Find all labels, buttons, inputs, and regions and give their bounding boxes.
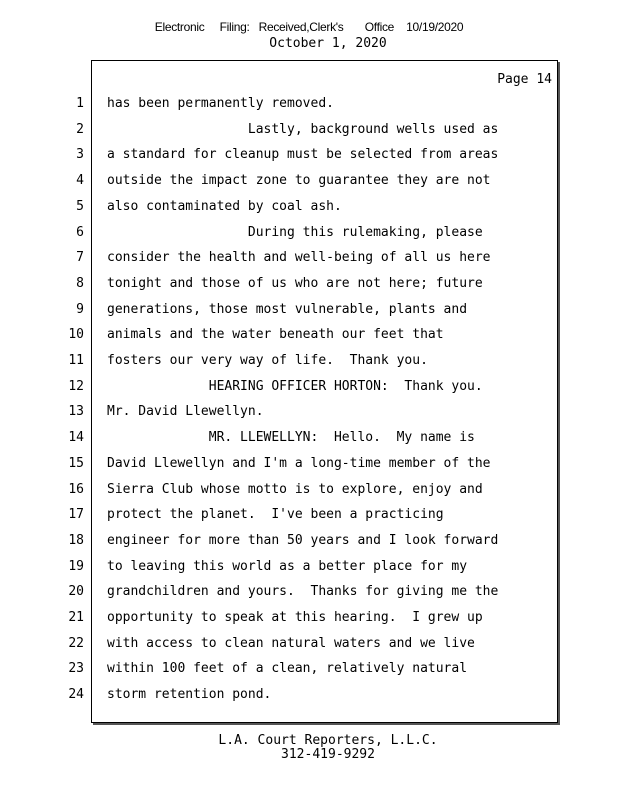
line-text: Lastly, background wells used as — [107, 121, 499, 137]
transcript-line — [0, 430, 560, 450]
line-number: 22 — [68, 635, 84, 651]
line-text: outside the impact zone to guarantee they are not — [107, 173, 491, 189]
transcript-line — [0, 559, 560, 579]
transcript-line — [0, 584, 560, 604]
line-number: 23 — [68, 661, 84, 677]
line-number: 20 — [68, 584, 84, 600]
line-text: David Llewellyn and I'm a long-time member of the — [107, 455, 491, 471]
transcript-line — [0, 276, 560, 296]
line-number: 9 — [76, 301, 84, 317]
transcript-line — [0, 327, 560, 347]
line-number: 11 — [68, 353, 84, 368]
line-number: 14 — [68, 430, 84, 446]
line-text: fosters our very way of life. Thank you. — [107, 353, 428, 368]
line-number: 6 — [76, 224, 84, 240]
line-number: 24 — [68, 687, 84, 703]
line-number: 21 — [68, 610, 84, 625]
line-text: to leaving this world as a better place for my — [107, 558, 468, 574]
transcript-line — [0, 147, 560, 167]
transcript-line — [0, 353, 560, 373]
line-text: HEARING OFFICER HORTON: Thank you. — [107, 378, 483, 394]
line-text: with access to clean natural waters and we live — [107, 635, 475, 651]
transcript-line — [0, 250, 560, 270]
line-text: Mr. David Llewellyn. — [107, 404, 264, 420]
line-text: protect the planet. I've been a practicing — [107, 507, 444, 523]
line-number: 8 — [76, 275, 84, 291]
transcript-line — [0, 610, 560, 630]
line-number: 10 — [68, 327, 84, 343]
line-number: 5 — [76, 198, 84, 214]
line-text: tonight and those of us who are not here; future — [107, 275, 483, 291]
line-number: 13 — [68, 404, 84, 420]
transcript-date: October 1, 2020 — [269, 36, 387, 51]
line-text: MR. LLEWELLYN: Hello. My name is — [107, 430, 475, 446]
line-number: 3 — [76, 147, 84, 163]
transcript-line — [0, 533, 560, 553]
line-number: 1 — [76, 96, 84, 111]
line-text: storm retention pond. — [107, 687, 272, 703]
line-number: 7 — [76, 250, 84, 266]
line-number: 18 — [68, 532, 84, 548]
transcript-line — [0, 507, 560, 527]
transcript-line — [0, 199, 560, 219]
line-text: has been permanently removed. — [107, 96, 334, 111]
transcript-line — [0, 636, 560, 656]
transcript-line — [0, 456, 560, 476]
line-number: 15 — [68, 455, 84, 471]
transcript-line — [0, 687, 560, 707]
line-text: During this rulemaking, please — [107, 224, 483, 240]
line-number: 2 — [76, 121, 84, 137]
transcript-line — [0, 173, 560, 193]
line-text: opportunity to speak at this hearing. I grew up — [107, 610, 483, 625]
line-number: 4 — [76, 173, 84, 189]
line-number: 19 — [68, 558, 84, 574]
page-number: Page 14 — [497, 72, 552, 87]
filing-stamp: Electronic Filing: Received,Clerk's Office 10/19/2020 — [154, 20, 464, 34]
line-text: consider the health and well-being of all us here — [107, 250, 491, 266]
transcript-line — [0, 302, 560, 322]
transcript-line — [0, 482, 560, 502]
reporter-company: L.A. Court Reporters, L.L.C. — [218, 733, 438, 748]
transcript-line — [0, 96, 560, 116]
line-number: 16 — [68, 481, 84, 497]
line-text: a standard for cleanup must be selected from areas — [107, 147, 499, 163]
line-number: 17 — [68, 507, 84, 523]
line-number: 12 — [68, 378, 84, 394]
line-text: also contaminated by coal ash. — [107, 198, 342, 214]
reporter-phone: 312-419-9292 — [281, 747, 375, 762]
transcript-line — [0, 404, 560, 424]
transcript-line — [0, 379, 560, 399]
transcript-line — [0, 661, 560, 681]
transcript-line — [0, 122, 560, 142]
transcript-line — [0, 225, 560, 245]
line-text: animals and the water beneath our feet that — [107, 327, 444, 343]
line-text: within 100 feet of a clean, relatively natural — [107, 661, 468, 677]
line-text: engineer for more than 50 years and I look forward — [107, 532, 499, 548]
line-text: grandchildren and yours. Thanks for giving me the — [107, 584, 499, 600]
line-text: Sierra Club whose motto is to explore, enjoy and — [107, 481, 483, 497]
line-text: generations, those most vulnerable, plants and — [107, 301, 468, 317]
